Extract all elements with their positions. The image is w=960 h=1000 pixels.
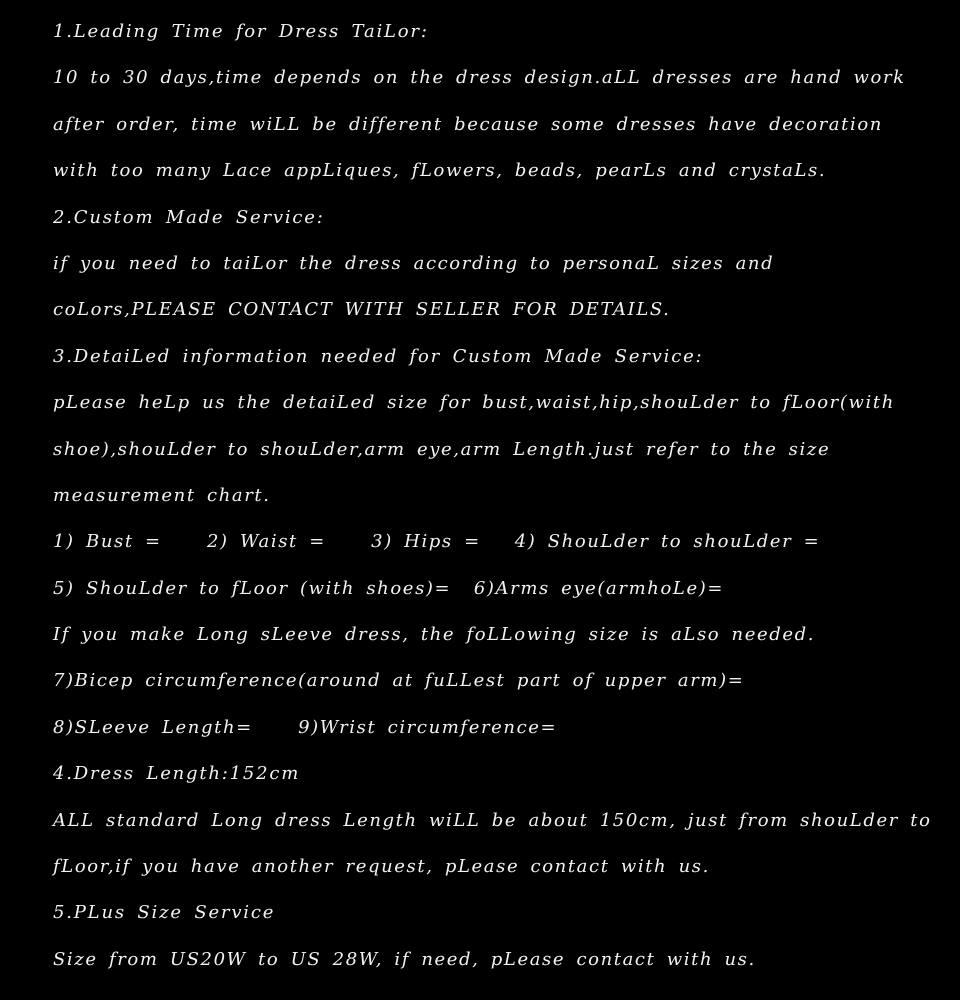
- section-4-heading: 4.Dress Length:152cm: [53, 763, 301, 785]
- section-3-heading: 3.DetaiLed information needed for Custom Made Service:: [53, 345, 704, 367]
- dress-tailoring-info: [53, 14, 943, 988]
- measurement-fields-line: 7)Bicep circumference(around at fuLLest part of upper arm)=: [53, 670, 745, 692]
- section-1-body-line: 10 to 30 days,time depends on the dress design.aLL dresses are hand work: [53, 67, 906, 89]
- section-1-body-line: with too many Lace appLiques, fLowers, beads, pearLs and crystaLs.: [53, 160, 827, 182]
- section-3-body-line: measurement chart.: [53, 484, 271, 506]
- section-1-body-line: after order, time wiLL be different because some dresses have decoration: [53, 113, 883, 135]
- section-4-body-line: fLoor,if you have another request, pLease contact with us.: [53, 856, 710, 878]
- measurement-fields-line: 5) ShouLder to fLoor (with shoes)= 6)Arms eye(armhoLe)=: [53, 577, 724, 599]
- section-3-body-line: pLease heLp us the detaiLed size for bust,waist,hip,shouLder to fLoor(with: [53, 392, 895, 414]
- section-2-body-line: coLors,PLEASE CONTACT WITH SELLER FOR DETAILS.: [53, 299, 671, 321]
- long-sleeve-note: If you make Long sLeeve dress, the foLLowing size is aLso needed.: [53, 624, 816, 646]
- section-3-body-line: shoe),shouLder to shouLder,arm eye,arm Length.just refer to the size: [53, 438, 831, 460]
- section-5-heading: 5.PLus Size Service: [53, 902, 276, 924]
- section-1-heading: 1.Leading Time for Dress TaiLor:: [53, 21, 429, 42]
- section-4-body-line: ALL standard Long dress Length wiLL be about 150cm, just from shouLder to: [53, 809, 932, 831]
- section-2-body-line: if you need to taiLor the dress according to personaL sizes and: [53, 252, 775, 274]
- measurement-fields-line: 8)SLeeve Length= 9)Wrist circumference=: [53, 716, 558, 738]
- measurement-fields-line: 1) Bust = 2) Waist = 3) Hips = 4) ShouLder to shouLder =: [53, 531, 821, 553]
- section-5-body-line: Size from US20W to US 28W, if need, pLease contact with us.: [53, 948, 756, 970]
- section-2-heading: 2.Custom Made Service:: [53, 206, 325, 228]
